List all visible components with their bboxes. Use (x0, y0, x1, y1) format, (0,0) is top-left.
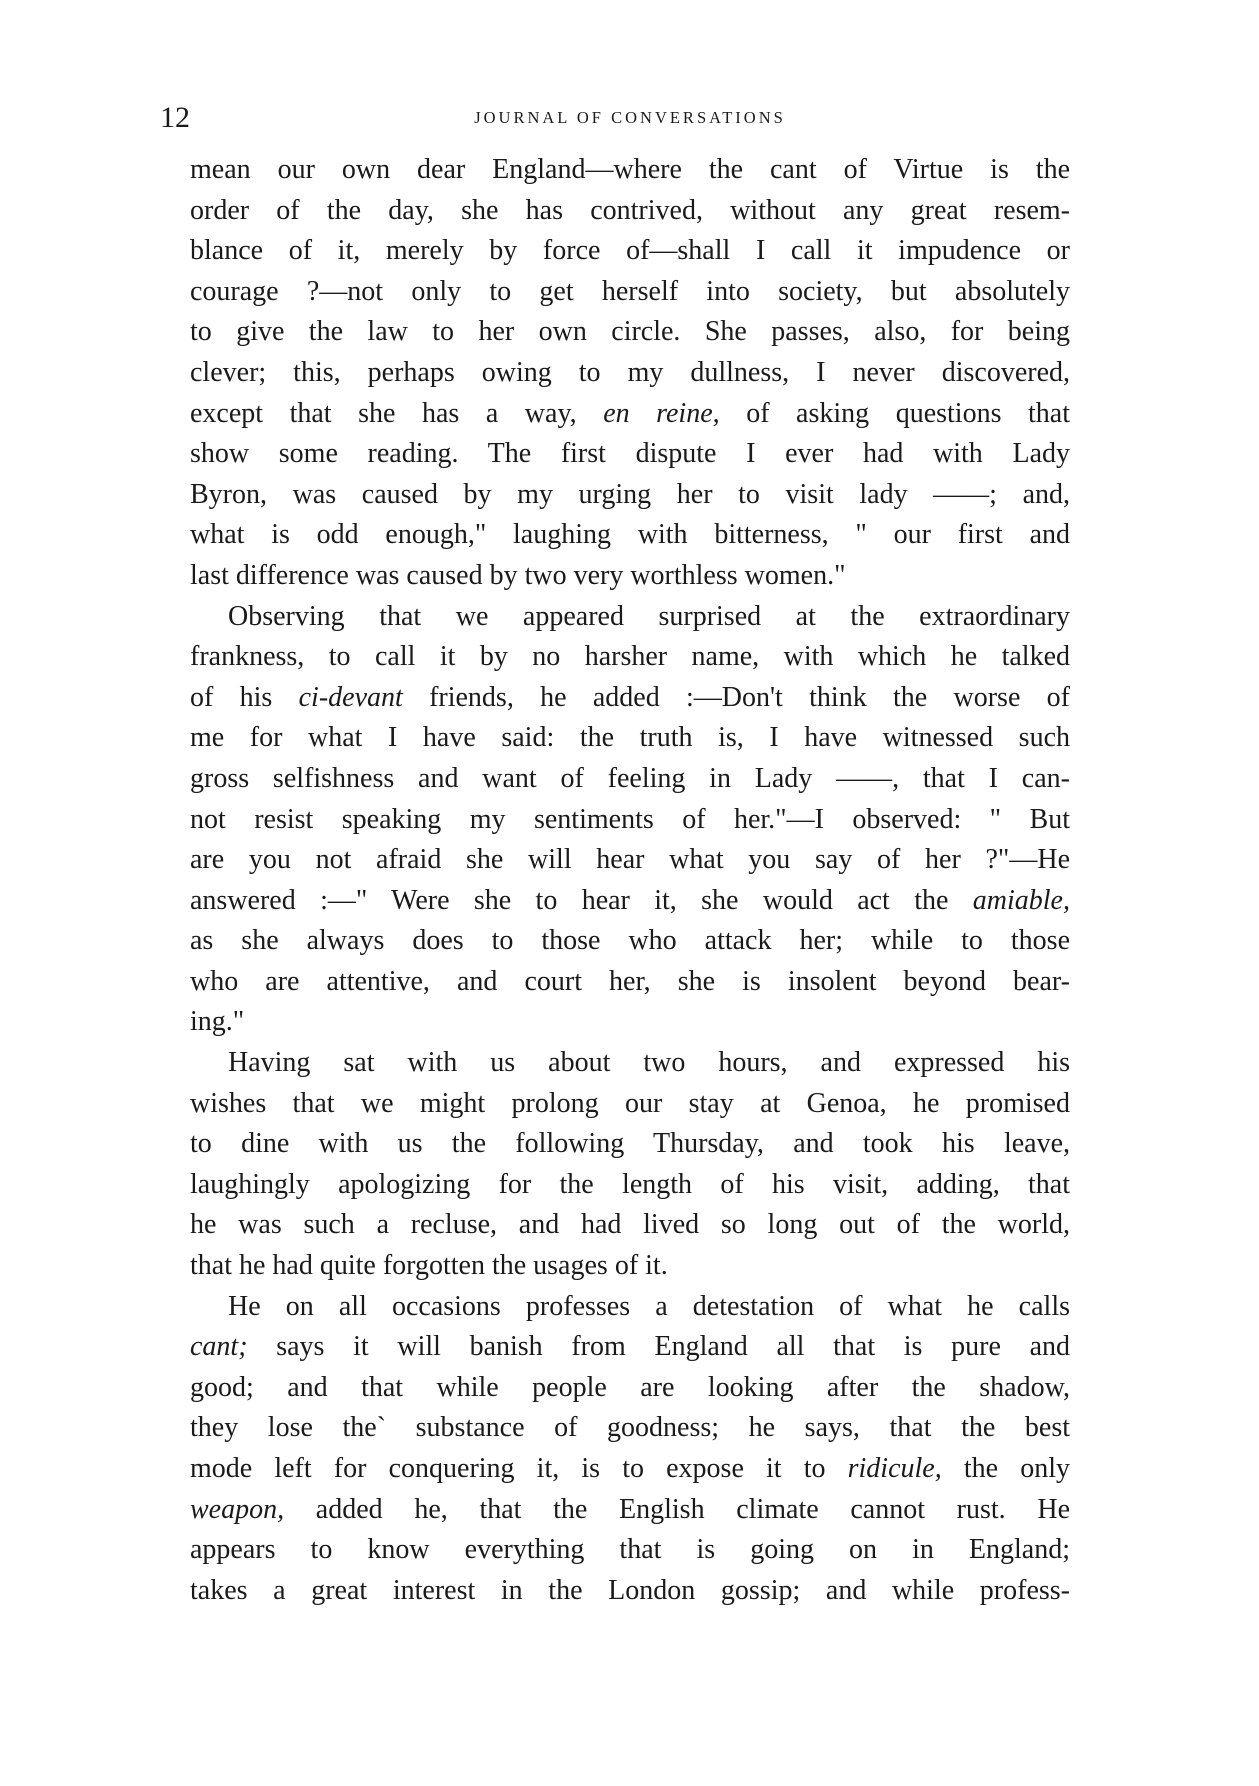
text-line (190, 312, 1070, 353)
text-line (190, 840, 1070, 881)
text-segment: not resist speaking my sentiments of her."—I observed: " But (190, 803, 1070, 835)
text-line (190, 1124, 1070, 1165)
text-line (190, 394, 1070, 435)
running-head: JOURNAL OF CONVERSATIONS (474, 108, 786, 127)
text-line (190, 475, 1070, 516)
text-line (190, 150, 1070, 191)
text-line (190, 1002, 1070, 1043)
text-segment: me for what I have said: the truth is, I have witnessed such (190, 722, 1070, 754)
text-segment: blance of it, merely by force of—shall I call it impudence or (190, 235, 1070, 267)
text-segment: good; and that while people are looking after the shadow, (190, 1371, 1070, 1403)
text-segment: order of the day, she has contrived, without any great resem- (190, 194, 1070, 226)
text-line (190, 1408, 1070, 1449)
text-segment: are you not afraid she will hear what you say of her ?"—He (190, 844, 1070, 876)
text-line (190, 1327, 1070, 1368)
text-segment: says it will banish from England all that is pure and (247, 1331, 1070, 1363)
text-segment: laughingly apologizing for the length of his visit, adding, that (190, 1168, 1070, 1200)
text-line (190, 1043, 1070, 1084)
text-line (190, 231, 1070, 272)
text-line (190, 1287, 1070, 1328)
text-segment: the only (941, 1453, 1070, 1484)
text-line (190, 800, 1070, 841)
text-segment: Having sat with us about two hours, and expressed his (228, 1047, 1070, 1079)
text-segment: mode left for conquering it, is to expose it to (190, 1453, 848, 1484)
text-line (190, 1490, 1070, 1531)
text-segment: courage ?—not only to get herself into society, but absolutely (190, 275, 1070, 307)
text-line (190, 718, 1070, 759)
text-line (190, 1571, 1070, 1612)
text-segment: ing." (190, 1006, 245, 1038)
text-segment: to dine with us the following Thursday, and took his leave, (190, 1128, 1070, 1160)
text-line (190, 556, 1070, 597)
text-segment: appears to know everything that is going on in England; (190, 1534, 1070, 1566)
text-segment: he was such a recluse, and had lived so long out of the world, (190, 1209, 1070, 1241)
text-segment: to give the law to her own circle. She passes, also, for being (190, 316, 1070, 348)
page-number: 12 (160, 101, 190, 134)
text-segment: frankness, to call it by no harsher name, with which he talked (190, 641, 1070, 673)
text-segment: that he had quite forgotten the usages of it. (190, 1250, 668, 1282)
text-line (190, 597, 1070, 638)
text-line (190, 515, 1070, 556)
text-line (190, 637, 1070, 678)
text-segment: friends, he added :—Don't think the worse of (402, 681, 1070, 713)
text-line (190, 881, 1070, 922)
text-line (190, 962, 1070, 1003)
italic-text: ci-devant (298, 681, 403, 713)
text-segment: He on all occasions professes a detestation of what he calls (228, 1290, 1070, 1322)
text-line (190, 1246, 1070, 1287)
text-line (190, 1165, 1070, 1206)
text-segment: except that she has a way, (190, 397, 604, 429)
text-line (190, 1449, 1070, 1490)
text-segment: wishes that we might prolong our stay at Genoa, he promised (190, 1087, 1070, 1119)
italic-text: cant; (190, 1331, 248, 1363)
text-line (190, 353, 1070, 394)
text-segment: who are attentive, and court her, she is insolent beyond bear- (190, 965, 1070, 997)
text-line (190, 1084, 1070, 1125)
text-segment: of asking questions that (719, 397, 1070, 429)
text-segment: clever; this, perhaps owing to my dullness, I never discovered, (190, 356, 1070, 388)
text-line (190, 1368, 1070, 1409)
text-segment: Observing that we appeared surprised at the extraordinary (228, 600, 1070, 632)
italic-text: amiable, (972, 884, 1070, 916)
text-segment: added he, that the English climate cannot rust. He (284, 1493, 1070, 1525)
text-segment: Byron, was caused by my urging her to visit lady ——; and, (190, 478, 1070, 510)
text-segment: they lose the` substance of goodness; he says, that the best (190, 1412, 1070, 1444)
italic-text: weapon, (190, 1493, 285, 1525)
text-segment: of his (190, 681, 299, 713)
text-line (190, 678, 1070, 719)
text-line (190, 921, 1070, 962)
text-segment: answered :—" Were she to hear it, she would act the (190, 884, 973, 916)
text-segment: mean our own dear England—where the cant of Virtue is the (190, 154, 1070, 185)
text-line (190, 191, 1070, 232)
text-segment: what is odd enough," laughing with bitterness, " our first and (190, 519, 1070, 551)
text-segment: show some reading. The first dispute I ever had with Lady (190, 438, 1070, 470)
text-line (190, 434, 1070, 475)
text-segment: as she always does to those who attack her; while to those (190, 925, 1070, 957)
text-segment: last difference was caused by two very worthless women." (190, 559, 846, 591)
text-segment: gross selfishness and want of feeling in Lady ——, that I can- (190, 762, 1070, 794)
text-segment: takes a great interest in the London gossip; and while profess- (190, 1574, 1070, 1606)
text-line (190, 272, 1070, 313)
text-line (190, 1205, 1070, 1246)
text-line (190, 759, 1070, 800)
italic-text: en reine, (603, 397, 720, 429)
text-line (190, 1530, 1070, 1571)
page-header (0, 98, 1259, 138)
italic-text: ridicule, (847, 1453, 942, 1484)
body-text (190, 150, 1070, 1611)
